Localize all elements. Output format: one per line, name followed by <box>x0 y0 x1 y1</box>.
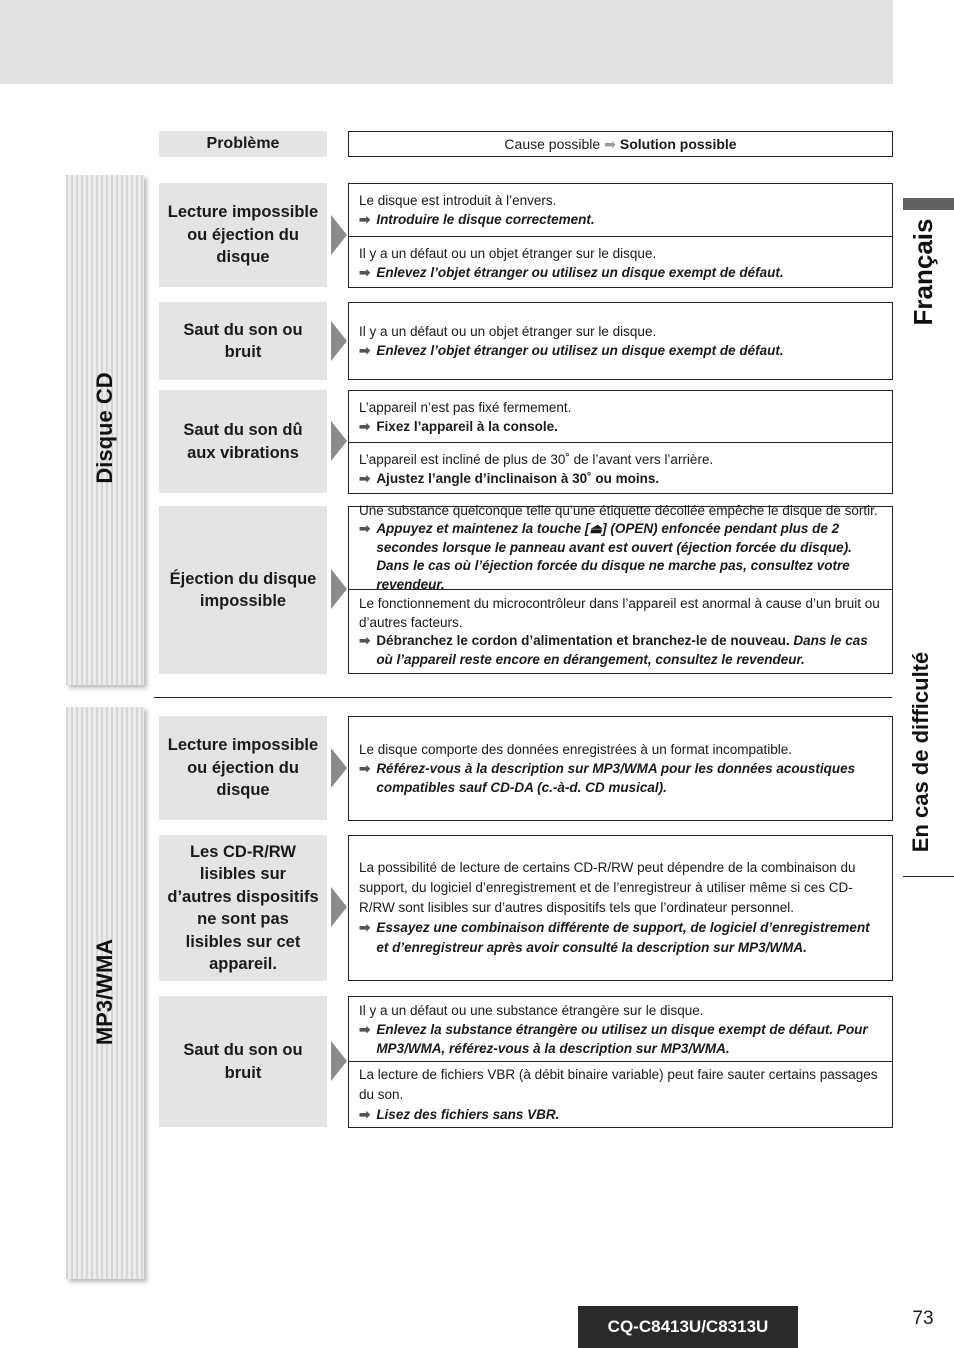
problem-cell: Saut du son ou bruit <box>159 302 327 380</box>
cause-solution-item: Le fonctionnement du microcontrôleur dans l’appareil est anormal à cause d’un bruit ou d’autres facteurs. ➡ Débranchez le cordon d’alimentation et branchez-le de nouveau. Dans le cas où l’appareil reste encore en dérangement, consultez le revendeur. <box>349 589 892 674</box>
section-divider <box>154 697 892 698</box>
cause-solution-item: La lecture de fichiers VBR (à débit binaire variable) peut faire sauter certains passages du son. ➡ Lisez des fichiers sans VBR. <box>349 1061 892 1128</box>
page-number: 73 <box>912 1308 934 1329</box>
chevron-right-icon <box>331 1041 347 1081</box>
chevron-right-icon <box>331 748 347 788</box>
cause-solution-item: Il y a un défaut ou un objet étranger sur le disque. ➡ Enlevez l’objet étranger ou utilisez un disque exempt de défaut. <box>359 324 784 358</box>
solution-box <box>348 716 893 821</box>
arrow-icon: ➡ <box>359 1021 371 1037</box>
cause-solution-item: La possibilité de lecture de certains CD-R/RW peut dépendre de la combinaison du support, du logiciel d’enregistrement et de l’enregistreur à utiliser même si ces CD-R/RW sont lisibles sur d’autres dispositifs tels que l’ordinateur personnel. ➡ Essayez une combinaison différente de support, de logiciel d’enregistrement et d’enregistreur après avoir consulté la description sur MP3/WMA. <box>349 836 892 980</box>
chapter-label: En cas de difficulté <box>908 651 933 853</box>
cause-label: Cause possible <box>504 136 601 152</box>
problem-cell: Éjection du disque impossible <box>159 506 327 674</box>
column-header-cause <box>348 131 893 157</box>
arrow-icon: ➡ <box>359 343 371 358</box>
solution-box <box>348 996 893 1128</box>
problem-cell: Lecture impossible ou éjection du disque <box>159 183 327 287</box>
chevron-right-icon <box>331 569 347 609</box>
section-tab-cd <box>66 175 144 685</box>
solution-box <box>348 502 893 674</box>
language-label: Français <box>908 218 938 326</box>
arrow-icon: ➡ <box>359 920 371 935</box>
chevron-right-icon <box>331 421 347 461</box>
arrow-icon: ➡ <box>604 135 616 152</box>
chevron-right-icon <box>331 321 347 361</box>
arrow-icon: ➡ <box>359 1107 371 1122</box>
cause-solution-item: Il y a un défaut ou une substance étrangère sur le disque. ➡ Enlevez la substance étrangère ou utilisez un disque exempt de défaut. Pour MP3/WMA, référez-vous à la description sur MP3/WMA. <box>359 1002 868 1056</box>
section-tab-mp3 <box>66 707 144 1279</box>
solution-label: Solution possible <box>619 136 737 152</box>
cause-solution-item: L’appareil est incliné de plus de 30˚ de l’avant vers l’arrière. ➡ Ajustez l’angle d’inclinaison à 30˚ ou moins. <box>349 442 892 494</box>
chevron-right-icon <box>331 887 347 927</box>
cause-solution-item: Le disque comporte des données enregistrées à un format incompatible. ➡ Référez-vous à la description sur MP3/WMA pour les données acoustiques compatibles sauf CD-DA (c.-à-d. CD musical). <box>359 742 856 795</box>
arrow-icon: ➡ <box>359 264 371 280</box>
solution-box <box>348 835 893 981</box>
solution-box <box>348 390 893 494</box>
problem-cell: Les CD-R/RW lisibles sur d’autres dispositifs ne sont pas lisibles sur cet appareil. <box>159 835 327 981</box>
chevron-right-icon <box>331 215 347 255</box>
problem-cell: Lecture impossible ou éjection du disque <box>159 716 327 820</box>
arrow-icon: ➡ <box>359 470 371 486</box>
problem-cell: Saut du son dû aux vibrations <box>159 390 327 493</box>
solution-box <box>348 302 893 380</box>
problem-cell: Saut du son ou bruit <box>159 996 327 1127</box>
header-band <box>0 0 893 84</box>
arrow-icon: ➡ <box>359 761 371 776</box>
model-number: CQ-C8413U/C8313U <box>578 1306 798 1348</box>
arrow-icon: ➡ <box>359 633 371 648</box>
cause-solution-item: Le disque est introduit à l’envers. ➡ Introduire le disque correctement. <box>359 193 595 227</box>
arrow-icon: ➡ <box>359 521 371 537</box>
arrow-icon: ➡ <box>359 212 371 227</box>
side-rule <box>903 876 954 877</box>
cause-solution-item: L’appareil n’est pas fixé fermement. ➡ Fixez l’appareil à la console. <box>359 399 572 434</box>
solution-box <box>348 183 893 288</box>
section-label-cd: Disque CD <box>92 372 117 484</box>
cause-solution-item: Il y a un défaut ou un objet étranger sur le disque. ➡ Enlevez l’objet étranger ou utilisez un disque exempt de défaut. <box>349 236 892 288</box>
column-header-problem: Problème <box>159 131 327 157</box>
section-label-mp3: MP3/WMA <box>92 938 117 1046</box>
arrow-icon: ➡ <box>359 418 371 434</box>
cause-solution-item: Une substance quelconque telle qu’une étiquette décollée empêche le disque de sortir. ➡ Appuyez et maintenez la touche [⏏] (OPEN) enfoncée pendant plus de 2 secondes lorsque le panneau avant est ouvert (éjection forcée du disque). Dans le cas où l’éjection forcée du disque ne marche pas, consultez votre revendeur. <box>349 507 892 589</box>
